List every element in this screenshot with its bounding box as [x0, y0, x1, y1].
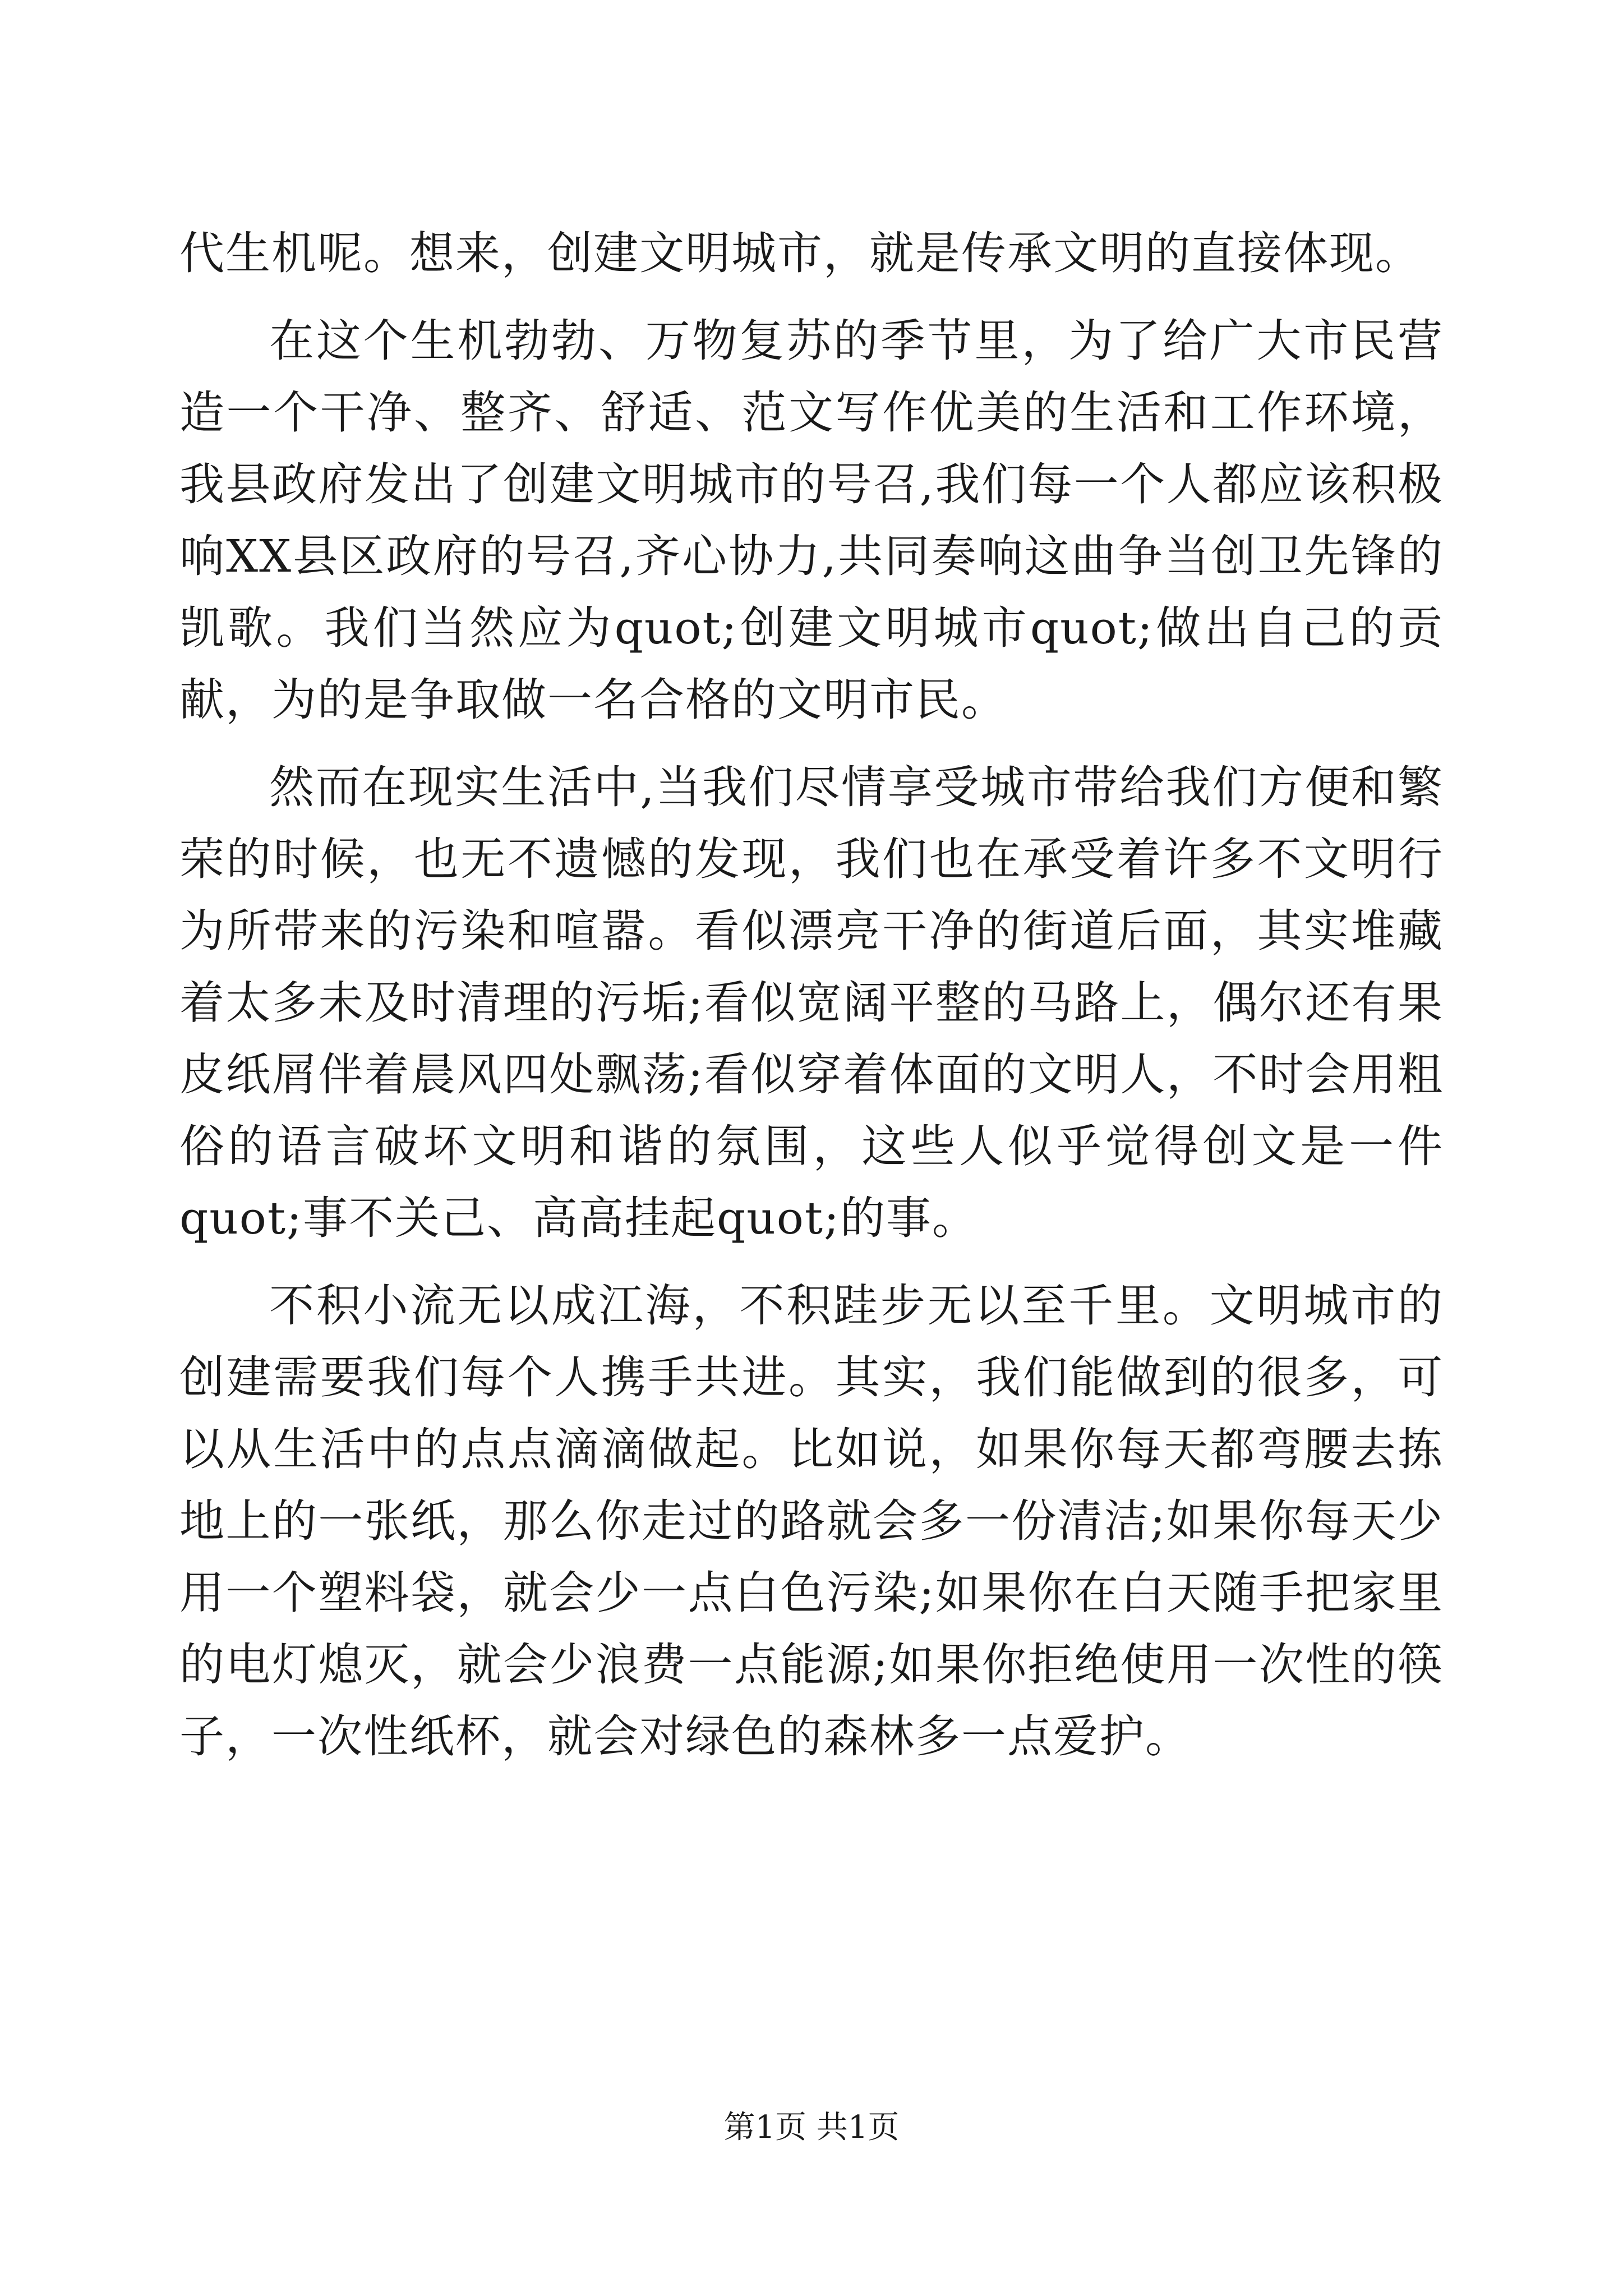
paragraph: 然而在现实生活中,当我们尽情享受城市带给我们方便和繁荣的时候，也无不遗憾的发现，我们也在承受着许多不文明行为所带来的污染和喧嚣。看似漂亮干净的街道后面，其实堆藏着太多未及时清理的污垢;看似宽阔平整的马路上，偶尔还有果皮纸屑伴着晨风四处飘荡;看似穿着体面的文明人，不时会用粗俗的语言破坏文明和谐的氛围，这些人似乎觉得创文是一件quot;事不关己、高高挂起quot;的事。 — [179, 761, 1444, 1244]
document-body — [179, 218, 1444, 1788]
page-footer: 第1页 共1页 — [723, 2109, 900, 2146]
paragraph-continued: 代生机呢。想来，创建文明城市，就是传承文明的直接体现。 — [179, 227, 1421, 279]
paragraph: 在这个生机勃勃、万物复苏的季节里，为了给广大市民营造一个干净、整齐、舒适、范文写作优美的生活和工作环境，我县政府发出了创建文明城市的号召,我们每一个人都应该积极响XX县区政府的号召,齐心协力,共同奏响这曲争当创卫先锋的凯歌。我们当然应为quot;创建文明城市quot;做出自己的贡献，为的是争取做一名合格的文明市民。 — [179, 315, 1444, 726]
paragraph: 不积小流无以成江海，不积跬步无以至千里。文明城市的创建需要我们每个人携手共进。其实，我们能做到的很多，可以从生活中的点点滴滴做起。比如说，如果你每天都弯腰去拣地上的一张纸，那么你走过的路就会多一份清洁;如果你每天少用一个塑料袋，就会少一点白色污染;如果你在白天随手把家里的电灯熄灭，就会少浪费一点能源;如果你拒绝使用一次性的筷子，一次性纸杯，就会对绿色的森林多一点爱护。 — [179, 1280, 1444, 1763]
